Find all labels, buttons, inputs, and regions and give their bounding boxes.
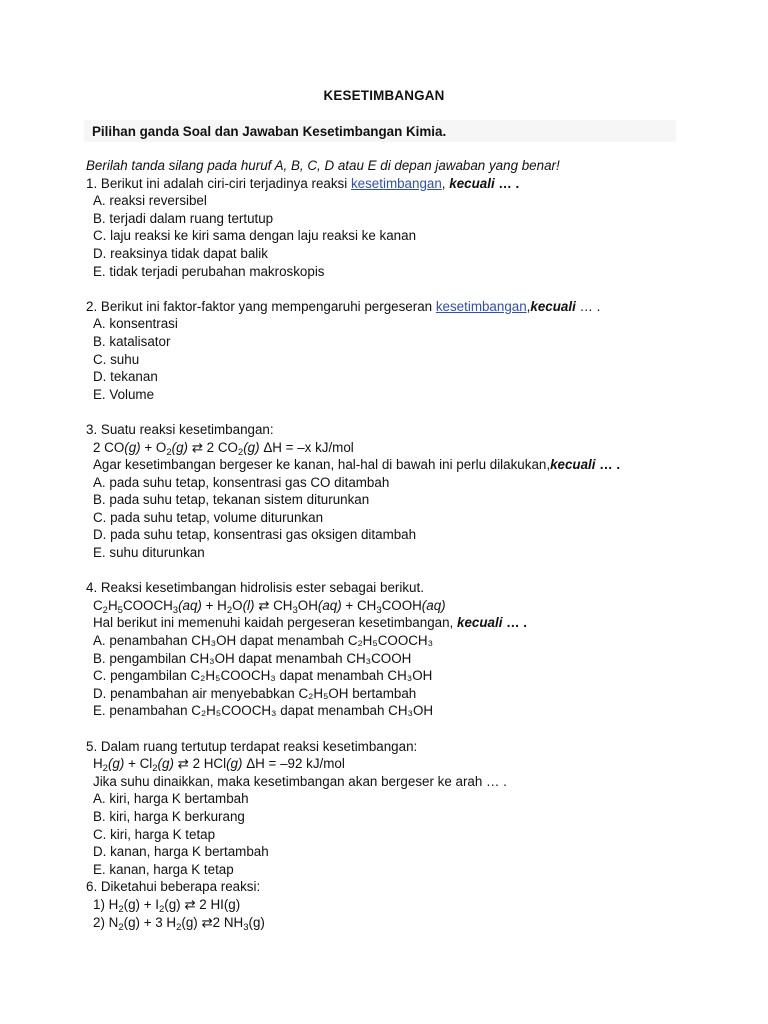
question-1-option-a: A. reaksi reversibel (93, 193, 207, 209)
subtitle-text: Pilihan ganda Soal dan Jawaban Kesetimbangan Kimia. (92, 124, 447, 139)
question-3-equation: 2 $CO(g) + O_2(g)$ ⇄ 2 $CO_2(g) \Delta H = -x$ kJ/mol (93, 439, 354, 458)
question-4-option-c: C. pengambilan C₂H₅COOCH₃ dapat menambah CH₃OH (93, 668, 433, 684)
question-1-option-b: B. terjadi dalam ruang tertutup (93, 210, 274, 226)
question-4-option-e: E. penambahan C₂H₅COOCH₃ dapat menambah CH₃OH (93, 703, 434, 719)
question-4-stem: 4. Reaksi kesetimbangan hidrolisis ester sebagai berikut. (86, 580, 424, 596)
question-3-option-a: A. pada suhu tetap, konsentrasi gas CO ditambah (93, 474, 390, 490)
question-3-option-c: C. pada suhu tetap, volume diturunkan (93, 509, 324, 525)
question-2-option-e: E. Volume (93, 386, 155, 402)
question-5-stem: 5. Dalam ruang tertutup terdapat reaksi kesetimbangan: (86, 738, 418, 754)
question-4-equation: $C_2H_5COOCH_3(aq) + H_2O(l)$ ⇄ $CH_3OH(aq)$ + $CH_3COOH(aq)$ (93, 597, 446, 616)
kesetimbangan-link[interactable]: kesetimbangan (350, 175, 442, 191)
page-title: KESETIMBANGAN (323, 88, 445, 103)
question-5-equation: $H_2(g) + Cl_2(g)$ ⇄ 2 HCl(g) ΔH = –92 kJ/mol (93, 756, 345, 775)
question-1-option-c: C. laju reaksi ke kiri sama dengan laju reaksi ke kanan (93, 228, 417, 244)
question-3-option-b: B. pada suhu tetap, tekanan sistem diturunkan (93, 492, 370, 508)
question-1-stem: 1. Berikut ini adalah ciri-ciri terjadinya reaksi kesetimbangan, kecuali … . (86, 175, 520, 191)
question-1-option-e: E. tidak terjadi perubahan makroskopis (93, 263, 325, 279)
question-3-option-d: D. pada suhu tetap, konsentrasi gas oksigen ditambah (93, 527, 417, 543)
question-4-option-d: D. penambahan air menyebabkan C₂H₅OH bertambah (93, 685, 417, 701)
question-2-option-b: B. katalisator (93, 333, 171, 349)
kesetimbangan-link[interactable]: kesetimbangan (435, 298, 527, 314)
question-2-option-d: D. tekanan (93, 369, 158, 385)
question-4-option-b: B. pengambilan CH₃OH dapat menambah CH₃COOH (93, 650, 412, 666)
question-6-reaction-2: 2) $N_2(g) + 3$ $H_2(g)$ ⇄2 $NH_3(g)$ (93, 914, 265, 933)
question-3-stem: 3. Suatu reaksi kesetimbangan: (86, 421, 274, 437)
subtitle-bar (84, 120, 676, 142)
question-2-option-c: C. suhu (93, 351, 140, 367)
question-5-option-d: D. kanan, harga K bertambah (93, 844, 269, 860)
question-4-option-a: A. penambahan CH₃OH dapat menambah C₂H₅COOCH₃ (93, 633, 434, 649)
question-5-option-b: B. kiri, harga K berkurang (93, 808, 245, 824)
question-6-reaction-1: 1) $H_2(g) + I_2(g)$ ⇄ 2 HI(g) (93, 896, 241, 915)
question-list (86, 157, 726, 931)
instruction: Berilah tanda silang pada huruf A, B, C, D atau E di depan jawaban yang benar! (86, 158, 560, 173)
question-4-question: Hal berikut ini memenuhi kaidah pergeseran kesetimbangan, kecuali … . (93, 615, 527, 631)
question-5-option-a: A. kiri, harga K bertambah (93, 791, 249, 807)
question-5-option-c: C. kiri, harga K tetap (93, 826, 216, 842)
question-5-option-e: E. kanan, harga K tetap (93, 861, 234, 877)
question-3-question: Agar kesetimbangan bergeser ke kanan, hal-hal di bawah ini perlu dilakukan,kecuali … . (93, 457, 621, 473)
question-1-option-d: D. reaksinya tidak dapat balik (93, 245, 268, 261)
question-2-option-a: A. konsentrasi (93, 316, 178, 332)
question-5-question: Jika suhu dinaikkan, maka kesetimbangan akan bergeser ke arah … . (93, 773, 507, 789)
question-2-stem: 2. Berikut ini faktor-faktor yang mempengaruhi pergeseran kesetimbangan,kecuali … . (86, 298, 601, 314)
question-6-stem: 6. Diketahui beberapa reaksi: (86, 879, 261, 895)
question-3-option-e: E. suhu diturunkan (93, 545, 205, 561)
